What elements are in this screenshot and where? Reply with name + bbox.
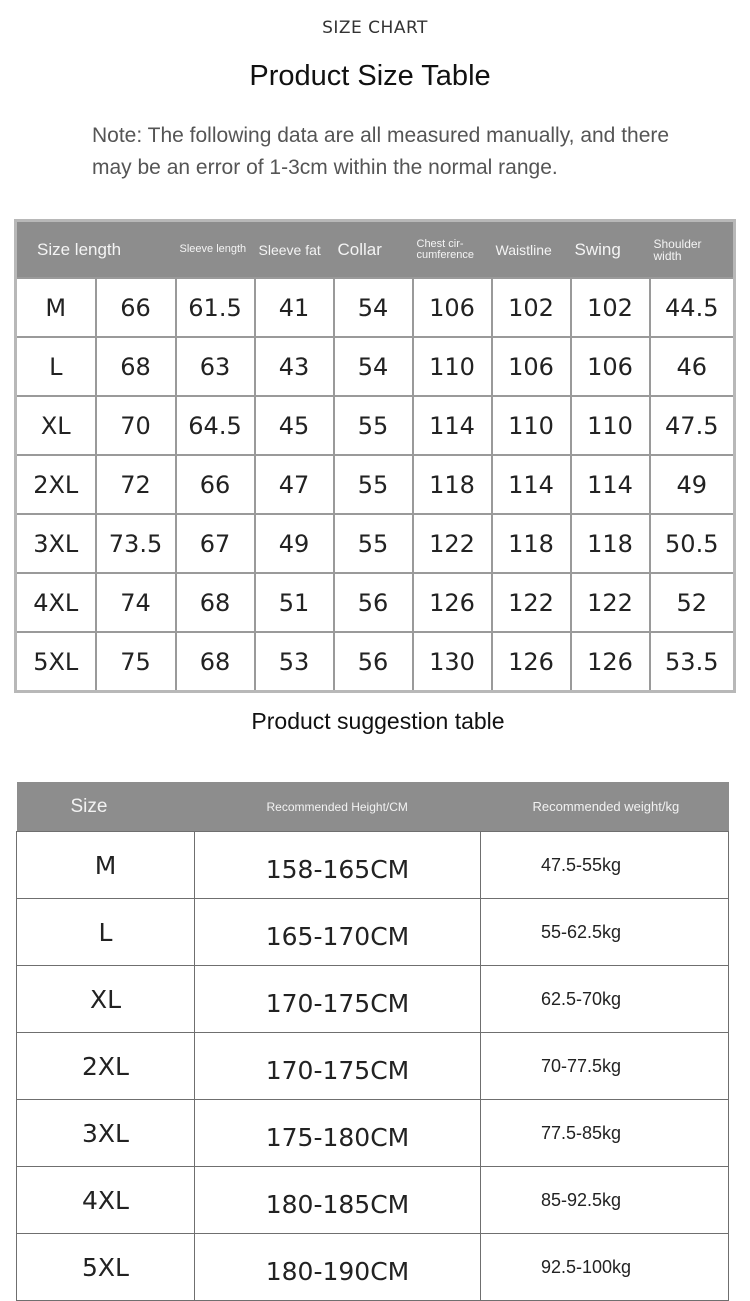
col-header-sleeve-fat: Sleeve fat <box>255 221 334 279</box>
collar-cell: 55 <box>334 455 413 514</box>
table-row <box>17 1167 729 1234</box>
sleeve-fat-cell: 51 <box>255 573 334 632</box>
table-row <box>17 899 729 966</box>
col-header-sleeve-length: Sleeve length <box>176 221 255 279</box>
swing-cell: 110 <box>571 396 650 455</box>
waistline-cell: 102 <box>492 278 571 337</box>
size-cell: 3XL <box>17 1100 195 1167</box>
height-cell: 170-175CM <box>195 966 481 1033</box>
swing-cell: 118 <box>571 514 650 573</box>
sleeve-length-cell: 67 <box>176 514 255 573</box>
size-cell: 4XL <box>16 573 96 632</box>
sleeve-fat-cell: 53 <box>255 632 334 692</box>
collar-cell: 55 <box>334 396 413 455</box>
height-cell: 180-190CM <box>195 1234 481 1301</box>
height-cell: 175-180CM <box>195 1100 481 1167</box>
size-cell: L <box>17 899 195 966</box>
waistline-cell: 126 <box>492 632 571 692</box>
length-cell: 74 <box>96 573 176 632</box>
sleeve-fat-cell: 49 <box>255 514 334 573</box>
weight-cell: 55-62.5kg <box>481 899 729 966</box>
sleeve-length-cell: 66 <box>176 455 255 514</box>
col-header-shoulder-width: Shoulder width <box>650 221 735 279</box>
table-row <box>16 514 735 573</box>
size-cell: 5XL <box>16 632 96 692</box>
sleeve-fat-cell: 43 <box>255 337 334 396</box>
size-cell: 3XL <box>16 514 96 573</box>
table-row <box>16 455 735 514</box>
shoulder-cell: 44.5 <box>650 278 735 337</box>
swing-cell: 102 <box>571 278 650 337</box>
suggestion-table <box>16 782 729 1301</box>
chest-cell: 114 <box>413 396 492 455</box>
table-row <box>16 573 735 632</box>
waistline-cell: 106 <box>492 337 571 396</box>
table-row <box>17 1033 729 1100</box>
sleeve-fat-cell: 45 <box>255 396 334 455</box>
chest-cell: 122 <box>413 514 492 573</box>
table-row <box>16 632 735 692</box>
length-cell: 66 <box>96 278 176 337</box>
chest-cell: 126 <box>413 573 492 632</box>
table-row <box>17 1100 729 1167</box>
swing-cell: 126 <box>571 632 650 692</box>
weight-cell: 92.5-100kg <box>481 1234 729 1301</box>
col-header-swing: Swing <box>571 221 650 279</box>
col-header-size-length: Size length <box>16 221 176 279</box>
size-cell: 2XL <box>16 455 96 514</box>
sleeve-fat-cell: 47 <box>255 455 334 514</box>
collar-cell: 56 <box>334 632 413 692</box>
sleeve-fat-cell: 41 <box>255 278 334 337</box>
weight-cell: 47.5-55kg <box>481 832 729 899</box>
table-row <box>17 966 729 1033</box>
swing-cell: 122 <box>571 573 650 632</box>
collar-cell: 56 <box>334 573 413 632</box>
col-header-size: Size <box>17 782 195 832</box>
col-header-collar: Collar <box>334 221 413 279</box>
waistline-cell: 118 <box>492 514 571 573</box>
length-cell: 70 <box>96 396 176 455</box>
size-table <box>14 219 736 693</box>
chest-cell: 118 <box>413 455 492 514</box>
weight-cell: 62.5-70kg <box>481 966 729 1033</box>
table-row <box>16 278 735 337</box>
measurement-note: Note: The following data are all measured manually, and there may be an error of 1-3cm within the normal range. <box>92 124 670 179</box>
size-cell: XL <box>17 966 195 1033</box>
sleeve-length-cell: 61.5 <box>176 278 255 337</box>
table-row <box>17 832 729 899</box>
chest-cell: 130 <box>413 632 492 692</box>
table-row <box>17 1234 729 1301</box>
col-header-waistline: Waistline <box>492 221 571 279</box>
size-cell: M <box>17 832 195 899</box>
chest-cell: 106 <box>413 278 492 337</box>
shoulder-cell: 52 <box>650 573 735 632</box>
table-row <box>16 396 735 455</box>
swing-cell: 114 <box>571 455 650 514</box>
height-cell: 180-185CM <box>195 1167 481 1234</box>
shoulder-cell: 49 <box>650 455 735 514</box>
collar-cell: 54 <box>334 278 413 337</box>
weight-cell: 70-77.5kg <box>481 1033 729 1100</box>
height-cell: 158-165CM <box>195 832 481 899</box>
size-cell: 4XL <box>17 1167 195 1234</box>
shoulder-cell: 53.5 <box>650 632 735 692</box>
size-cell: 2XL <box>17 1033 195 1100</box>
length-cell: 68 <box>96 337 176 396</box>
waistline-cell: 114 <box>492 455 571 514</box>
size-table-header-row <box>16 221 735 279</box>
length-cell: 75 <box>96 632 176 692</box>
height-cell: 165-170CM <box>195 899 481 966</box>
sleeve-length-cell: 68 <box>176 573 255 632</box>
col-header-chest: Chest cir-cumference <box>413 221 492 279</box>
shoulder-cell: 47.5 <box>650 396 735 455</box>
sleeve-length-cell: 63 <box>176 337 255 396</box>
shoulder-cell: 46 <box>650 337 735 396</box>
sleeve-length-cell: 64.5 <box>176 396 255 455</box>
collar-cell: 54 <box>334 337 413 396</box>
size-cell: L <box>16 337 96 396</box>
size-cell: M <box>16 278 96 337</box>
waistline-cell: 110 <box>492 396 571 455</box>
page-title: Product Size Table <box>249 60 491 92</box>
swing-cell: 106 <box>571 337 650 396</box>
length-cell: 72 <box>96 455 176 514</box>
weight-cell: 85-92.5kg <box>481 1167 729 1234</box>
size-cell: 5XL <box>17 1234 195 1301</box>
height-cell: 170-175CM <box>195 1033 481 1100</box>
chest-cell: 110 <box>413 337 492 396</box>
waistline-cell: 122 <box>492 573 571 632</box>
size-cell: XL <box>16 396 96 455</box>
sleeve-length-cell: 68 <box>176 632 255 692</box>
col-header-weight: Recommended weight/kg <box>481 782 729 832</box>
size-chart-eyebrow: SIZE CHART <box>322 18 428 38</box>
collar-cell: 55 <box>334 514 413 573</box>
suggestion-table-title: Product suggestion table <box>251 708 505 734</box>
length-cell: 73.5 <box>96 514 176 573</box>
shoulder-cell: 50.5 <box>650 514 735 573</box>
col-header-height: Recommended Height/CM <box>195 782 481 832</box>
suggestion-header-row <box>17 782 729 832</box>
table-row <box>16 337 735 396</box>
weight-cell: 77.5-85kg <box>481 1100 729 1167</box>
